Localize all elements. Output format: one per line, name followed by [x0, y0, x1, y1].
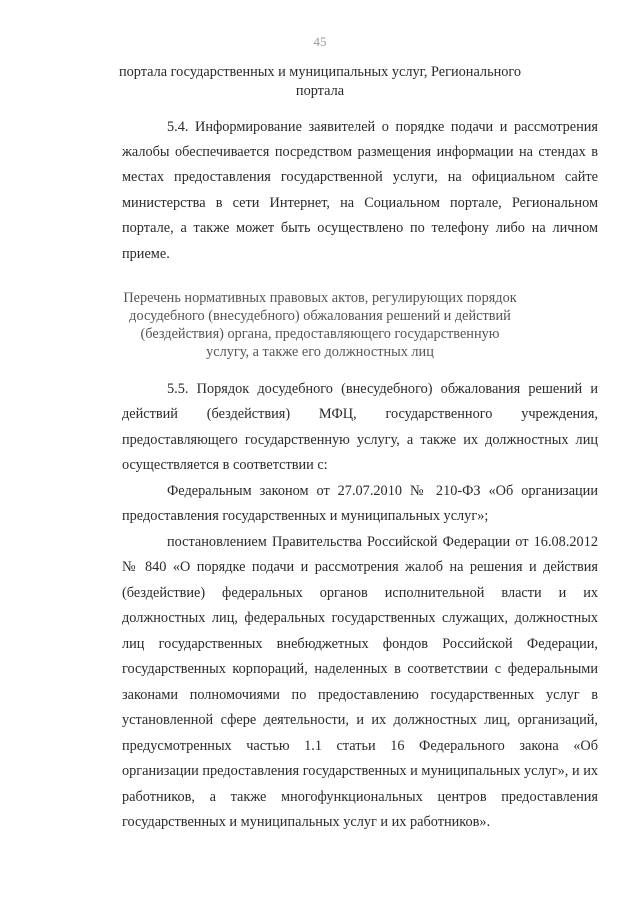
section-heading-line: услугу, а также его должностных лиц — [206, 344, 434, 360]
text-line: 5.4. Информирование заявителей о порядке подачи и рассмотрения — [167, 119, 598, 135]
text-line: портала государственных и муниципальных услуг, Регионального — [118, 64, 522, 80]
section-heading-line: досудебного (внесудебного) обжалования решений и действий — [129, 308, 511, 324]
text-line: портала — [295, 83, 345, 99]
text-line: приеме. — [122, 246, 170, 262]
text-line: предоставления государственных и муниципальных услуг»; — [122, 508, 489, 524]
section-heading-line: (бездействия) органа, предоставляющего государственную — [140, 326, 500, 342]
text-line: портале, а также может быть осуществлено по телефону либо на личном — [122, 220, 598, 236]
text-line: министерства в сети Интернет, на Социальном портале, Региональном — [122, 195, 598, 211]
text-line: законами полномочиями по предоставлению государственных услуг в — [122, 687, 598, 703]
text-line: работников, а также многофункциональных центров предоставления — [122, 789, 598, 805]
text-line: предоставляющего государственную услугу, а также их должностных лиц — [122, 432, 598, 448]
text-line: действий (бездействия) МФЦ, государственного учреждения, — [122, 406, 598, 422]
section-heading-line: Перечень нормативных правовых актов, регулирующих порядок — [123, 290, 517, 306]
text-line: государственных корпораций, наделенных в соответствии с федеральными — [122, 661, 598, 677]
text-line: государственных и муниципальных услуг и их работников». — [122, 814, 491, 830]
text-line: организации предоставления государственных и муниципальных услуг», и их — [122, 763, 598, 779]
text-line: лиц государственных внебюджетных фондов Российской Федерации, — [122, 636, 598, 652]
text-line: осуществляется в соответствии с: — [122, 457, 328, 473]
text-line: должностных лиц, федеральных государственных служащих, должностных — [122, 610, 598, 626]
text-line: местах предоставления государственной услуги, на официальном сайте — [122, 169, 598, 185]
text-line: установленной сфере деятельности, и их должностных лиц, организаций, — [122, 712, 598, 728]
page-number: 45 — [313, 34, 327, 49]
text-line: жалобы обеспечивается посредством размещения информации на стендах в — [122, 144, 598, 160]
text-line: Федеральным законом от 27.07.2010 № 210-ФЗ «Об организации — [167, 483, 598, 499]
text-line: 5.5. Порядок досудебного (внесудебного) обжалования решений и — [167, 381, 598, 397]
text-line: (бездействие) федеральных органов исполнительной власти и их — [122, 585, 598, 601]
text-line: предусмотренных частью 1.1 статьи 16 Федерального закона «Об — [122, 738, 598, 754]
text-line: постановлением Правительства Российской Федерации от 16.08.2012 — [167, 534, 598, 550]
text-line: № 840 «О порядке подачи и рассмотрения жалоб на решения и действия — [122, 559, 598, 575]
